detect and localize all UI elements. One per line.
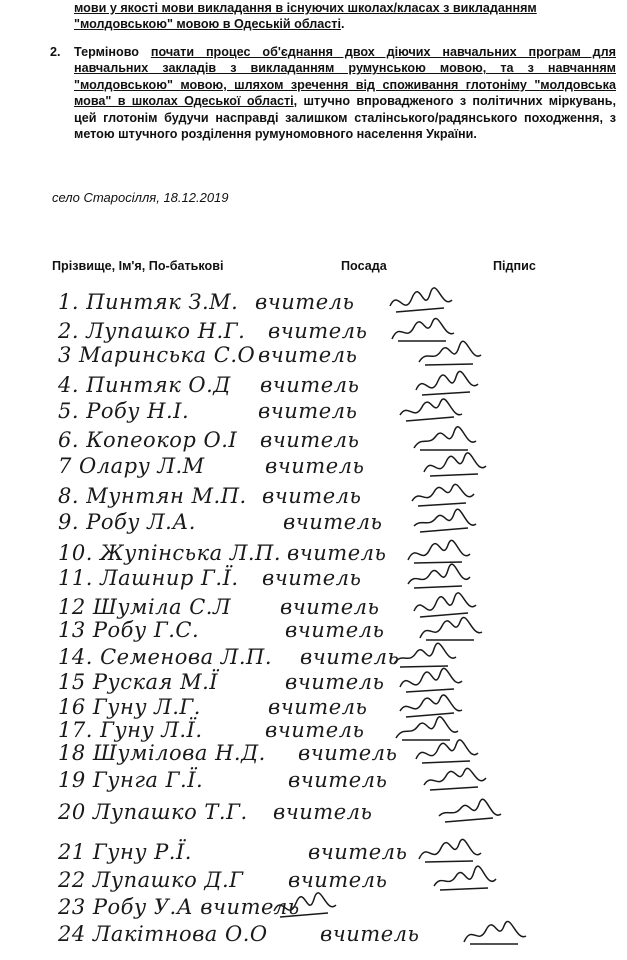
signatory-position: вчитель	[298, 741, 398, 765]
handwritten-signature	[420, 764, 490, 798]
signatory-position: вчитель	[285, 618, 385, 642]
signatory-position: вчитель	[288, 768, 388, 792]
signatory-name: 4. Пинтяк О.Д	[58, 373, 231, 397]
signatory-position: вчитель	[265, 454, 365, 478]
handwritten-signature	[410, 506, 480, 540]
paragraph-line: мови у якості мови викладання в існуючих школах/класах з викладанням	[74, 1, 537, 15]
signatory-position: вчитель	[258, 399, 358, 423]
signatory-position: вчитель	[287, 541, 387, 565]
signatory-name: 11. Лашнир Г.Ї.	[58, 566, 239, 590]
signatory-position: вчитель	[280, 595, 380, 619]
signatory-name: 9. Робу Л.А.	[58, 510, 196, 534]
signatory-position: вчитель	[268, 695, 368, 719]
signatory-name: 15 Руская М.Ї	[58, 670, 219, 694]
signatory-name: 24 Лакітнова О.О	[58, 922, 268, 946]
signatory-name: 8. Мунтян М.П.	[58, 484, 247, 508]
handwritten-signature	[420, 450, 490, 484]
signatory-position: вчитель	[320, 922, 420, 946]
signatory-name: 19 Гунга Г.Ї.	[58, 768, 204, 792]
signatory-position: вчитель	[258, 343, 358, 367]
signatory-position: вчитель	[273, 800, 373, 824]
signatory-position: вчитель	[300, 645, 400, 669]
signatory-name: 16 Гуну Л.Г.	[58, 695, 201, 719]
header-signature: Підпис	[493, 259, 536, 273]
signatory-name: 22 Лупашко Д.Г	[58, 868, 244, 892]
signatory-name: 6. Копеокор О.І	[58, 428, 238, 452]
paragraph-line	[74, 16, 614, 32]
signatory-name: 17. Гуну Л.Ї.	[58, 718, 203, 742]
paragraph-underlined-text: "молдовською" мовою в Одеській області	[74, 17, 341, 31]
handwritten-signature	[270, 891, 340, 925]
signatory-position: вчитель	[260, 428, 360, 452]
signatory-name: 21 Гуну Р.Ї.	[58, 840, 192, 864]
list-item-text-rest: , штучно впровадженого з політичних міркувань, цей глотонім будучи насправді залишком сталінського/радянського походження, з метою штучного розділення румуномовного населення України.	[74, 94, 616, 142]
signatory-position: вчитель	[285, 670, 385, 694]
handwritten-signature	[435, 796, 505, 830]
signatory-name: 23 Робу У.А вчитель	[58, 895, 300, 919]
signatory-name: 10. Жупінська Л.П.	[58, 541, 282, 565]
signatory-name: 1. Пинтяк З.М.	[58, 290, 239, 314]
signatory-name: 18 Шумілова Н.Д.	[58, 741, 266, 765]
signatory-position: вчитель	[255, 290, 355, 314]
list-item-number: 2.	[50, 45, 61, 59]
handwritten-signature	[430, 864, 500, 898]
signatory-position: вчитель	[283, 510, 383, 534]
paragraph-continuation	[74, 0, 614, 32]
handwritten-signature	[460, 918, 530, 952]
signatory-name: 7 Олару Л.М	[58, 454, 205, 478]
signatory-position: вчитель	[262, 484, 362, 508]
signatory-position: вчитель	[260, 373, 360, 397]
signatory-name: 12 Шуміла С.Л	[58, 595, 232, 619]
list-item-2	[50, 44, 616, 142]
signatory-position: вчитель	[308, 840, 408, 864]
signatory-name: 3 Маринська С.О	[58, 343, 256, 367]
signatory-name: 13 Робу Г.С.	[58, 618, 200, 642]
header-position: Посада	[341, 259, 387, 273]
signatory-name: 20 Лупашко Т.Г.	[58, 800, 248, 824]
place-date: село Старосілля, 18.12.2019	[52, 190, 229, 205]
list-item-text-lead: Терміново	[74, 45, 151, 59]
list-item-text	[74, 44, 616, 142]
handwritten-signature	[415, 339, 485, 373]
signatory-position: вчитель	[268, 319, 368, 343]
signatory-name: 14. Семенова Л.П.	[58, 645, 272, 669]
signatory-name: 2. Лупашко Н.Г.	[58, 319, 246, 343]
paragraph-text: .	[340, 17, 345, 31]
signatory-position: вчитель	[288, 868, 388, 892]
signatory-position: вчитель	[265, 718, 365, 742]
signatory-name: 5. Робу Н.І.	[58, 399, 190, 423]
header-name: Прізвище, Ім'я, По-батькові	[52, 259, 224, 273]
list-item-text-underlined: почати процес об'єднання двох діючих навчальних програм для навчальних закладів з викладанням румунською мовою, та з навчанням "молдовською" мовою, шляхом зречення від споживання глотоніму "молдовська мова" в школах Одеської області	[74, 45, 616, 109]
signatory-position: вчитель	[262, 566, 362, 590]
